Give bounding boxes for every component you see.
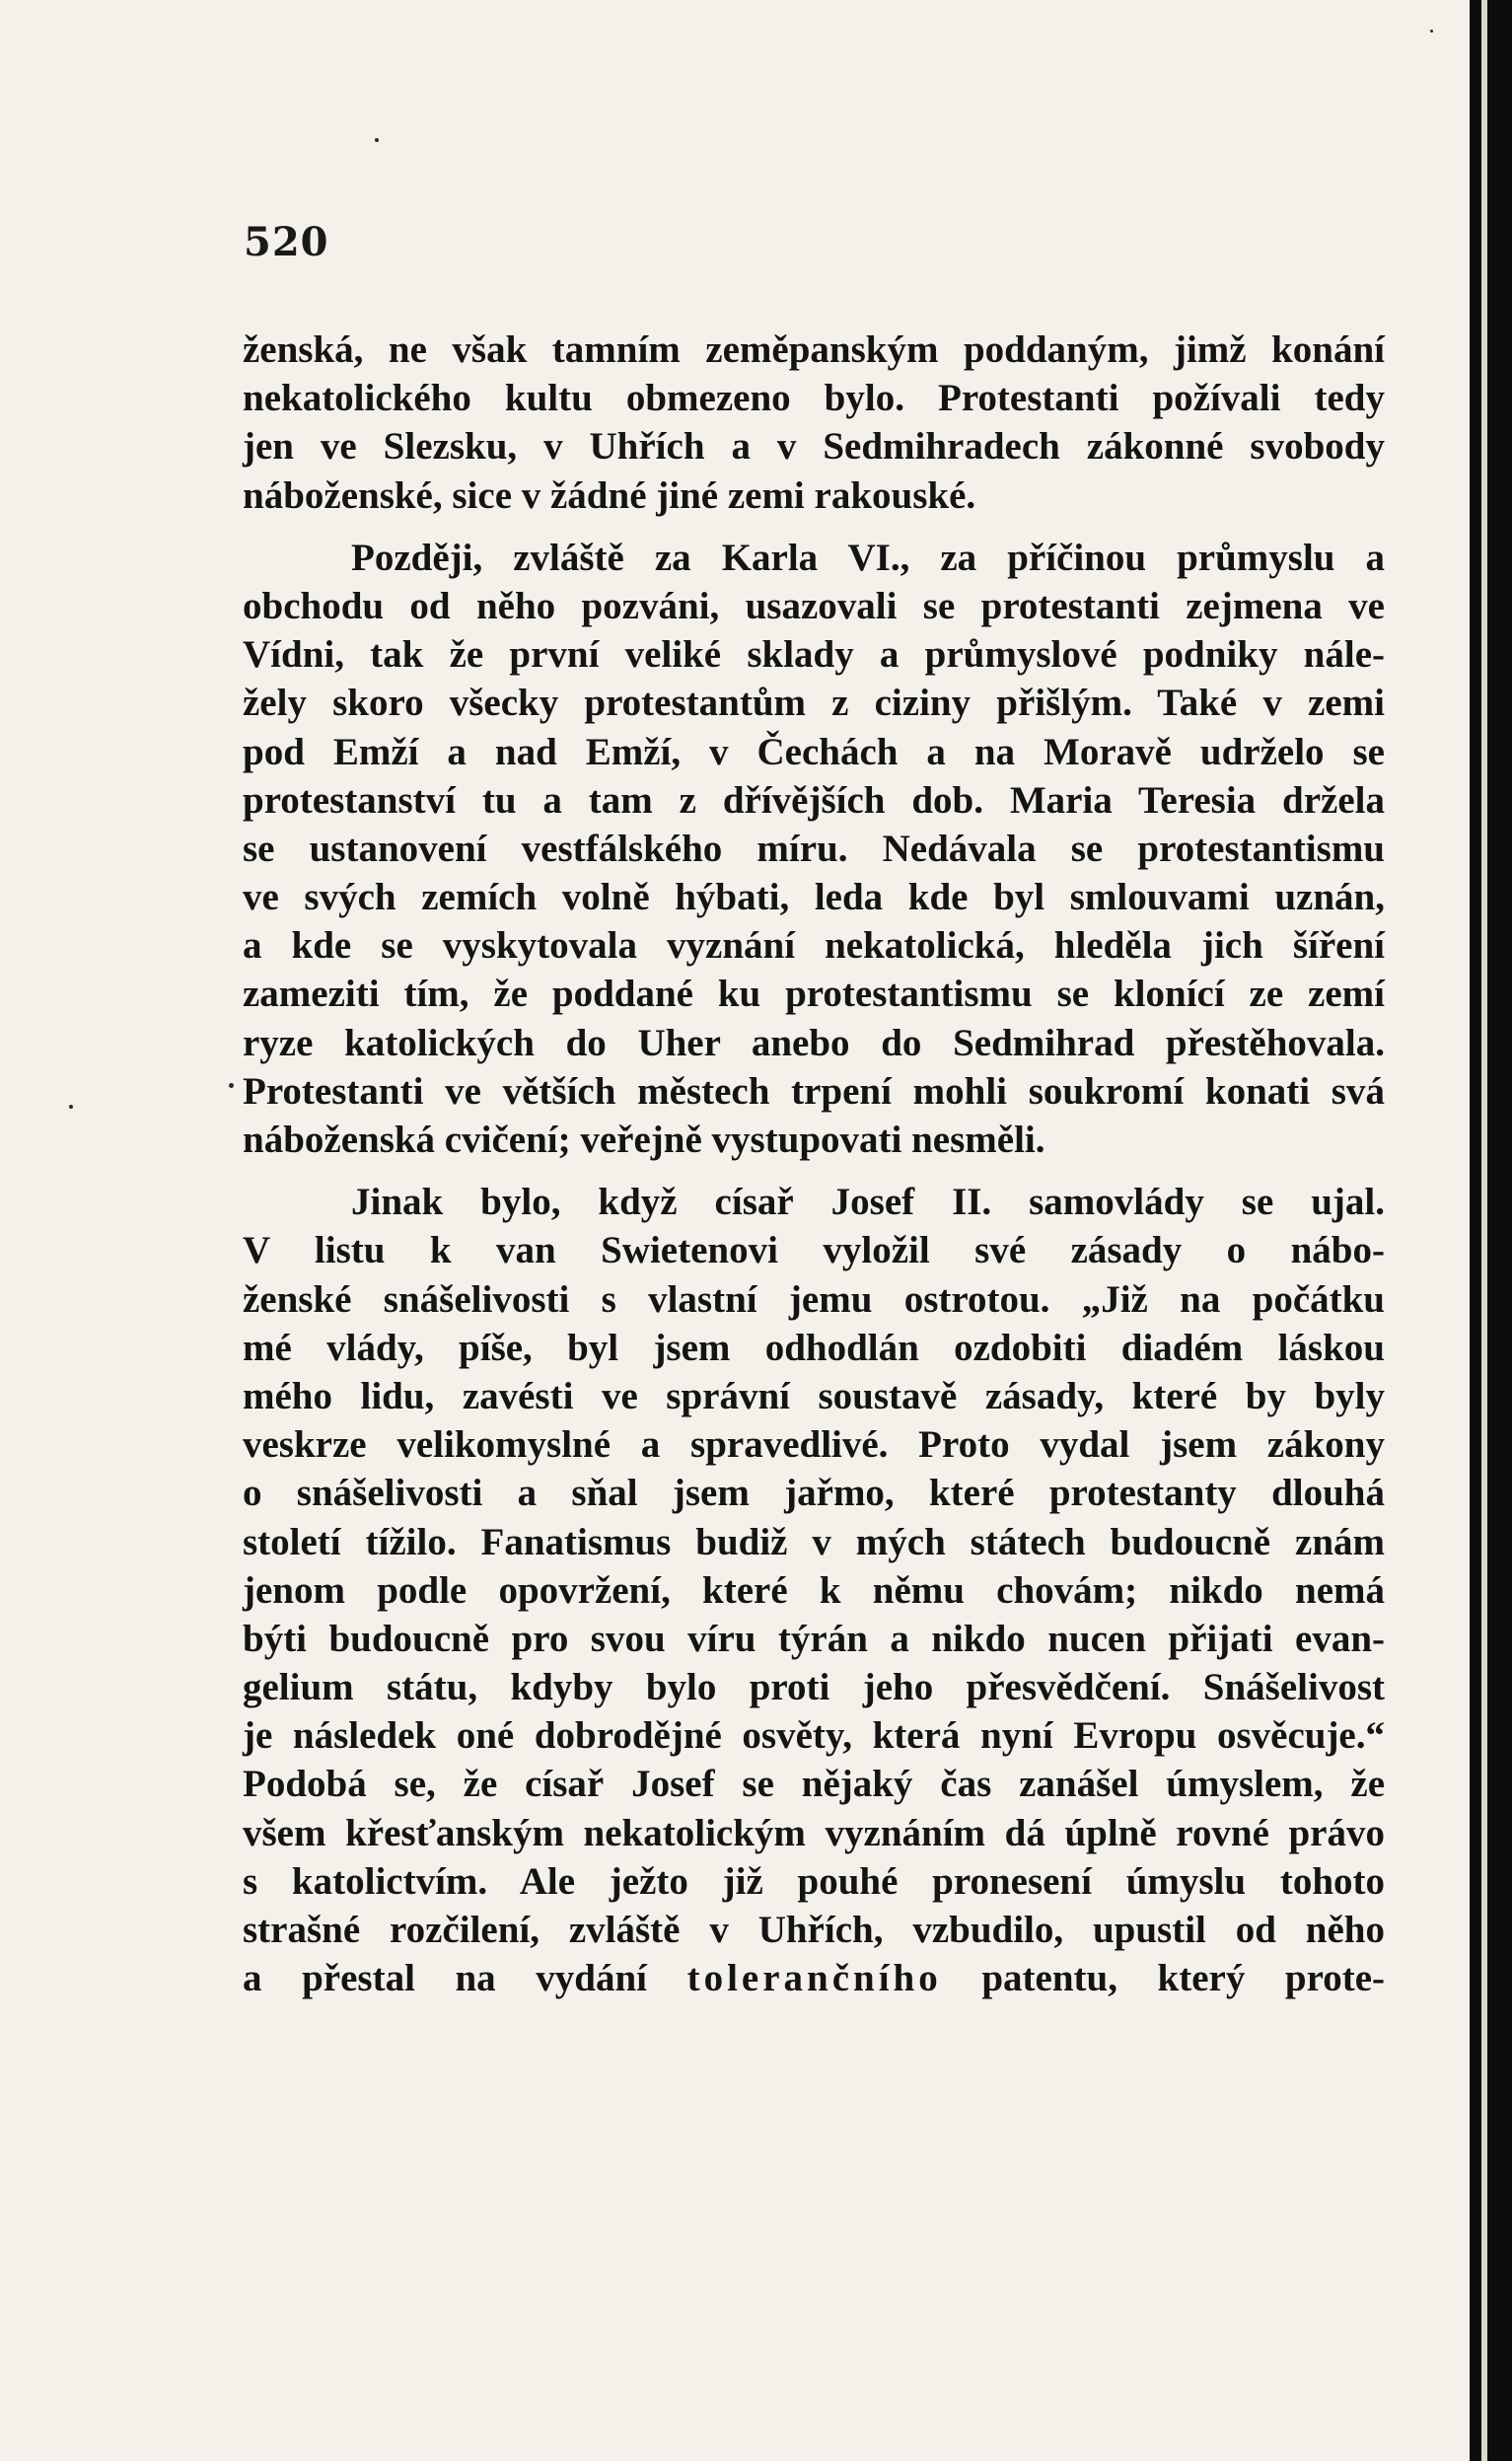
text-line: všem křesťanským nekatolickým vyznáním dá úplně rovné právo (243, 1811, 1385, 1854)
text-line: zameziti tím, že poddané ku protestantismu se klonící ze zemí (243, 973, 1385, 1016)
text-line: ženské snášelivosti s vlastní jemu ostrotou. „Již na počátku (243, 1277, 1385, 1321)
text-line: ve svých zemích volně hýbati, leda kde byl smlouvami uznán, (243, 876, 1385, 919)
text-line: nekatolického kultu obmezeno bylo. Protestanti požívali tedy (243, 377, 1385, 420)
text-line: o snášelivosti a sňal jsem jařmo, které protestanty dlouhá (243, 1472, 1385, 1515)
text-line: ryze katolických do Uher anebo do Sedmihrad přestěhovala. (243, 1021, 1385, 1064)
print-speck (229, 1083, 234, 1088)
text-line: jenom podle opovržení, které k němu chovám; nikdo nemá (243, 1568, 1385, 1612)
text-line: Protestanti ve větších městech trpení mohli soukromí konati svá (243, 1069, 1385, 1113)
page-number: 520 (244, 219, 329, 265)
text-line: gelium státu, kdyby bylo proti jeho přesvědčení. Snášelivost (243, 1666, 1385, 1709)
text-fragment: patentu, který prote- (941, 1957, 1385, 2000)
print-speck (69, 1105, 73, 1109)
text-line: pod Emží a nad Emží, v Čechách a na Moravě udrželo se (243, 730, 1385, 773)
page-edge (1481, 0, 1487, 2461)
text-line: století tížilo. Fanatismus budiž v mých státech budoucně znám (243, 1520, 1385, 1563)
print-speck (1430, 30, 1433, 33)
text-line: se ustanovení vestfálského míru. Nedávala se protestantismu (243, 827, 1385, 870)
spaced-emphasis: tolerančního (686, 1957, 942, 2000)
text-line-final (243, 1954, 1385, 2002)
text-line: veskrze velikomyslné a spravedlivé. Proto vydal jsem zákony (243, 1423, 1385, 1467)
text-line: jen ve Slezsku, v Uhřích a v Sedmihradech zákonné svobody (243, 425, 1385, 469)
scan-border (1470, 0, 1512, 2461)
text-line: náboženské, sice v žádné jiné zemi rakouské. (243, 473, 976, 517)
text-line: s katolictvím. Ale ježto již pouhé pronesení úmyslu tohoto (243, 1859, 1385, 1903)
text-line: žely skoro všecky protestantům z ciziny přišlým. Také v zemi (243, 682, 1385, 725)
text-line: Jinak bylo, když císař Josef II. samovlády se ujal. (351, 1181, 1385, 1224)
text-line: býti budoucně pro svou víru týrán a nikdo nucen přijati evan- (243, 1617, 1385, 1660)
text-line: strašné rozčilení, zvláště v Uhřích, vzbudilo, upustil od něho (243, 1909, 1385, 1951)
text-line: protestanství tu a tam z dřívějších dob. Maria Teresia držela (243, 778, 1385, 822)
text-line: Vídni, tak že první veliké sklady a průmyslové podniky nále- (243, 633, 1385, 677)
text-line: Podobá se, že císař Josef se nějaký čas zanášel úmyslem, že (243, 1763, 1385, 1806)
text-line: mé vlády, píše, byl jsem odhodlán ozdobiti diadém láskou (243, 1326, 1385, 1369)
text-line: a kde se vyskytovala vyznání nekatolická, hleděla jich šíření (243, 924, 1385, 968)
text-fragment: a přestal na vydání (243, 1957, 687, 2000)
text-line: náboženská cvičení; veřejně vystupovati nesměli. (243, 1119, 1045, 1161)
text-line: mého lidu, zavésti ve správní soustavě zásady, které by byly (243, 1374, 1385, 1417)
print-speck (375, 138, 379, 142)
text-line: ženská, ne však tamním zeměpanským poddaným, jimž konání (243, 328, 1385, 371)
text-line: V listu k van Swietenovi vyložil své zásady o nábo- (243, 1229, 1385, 1272)
text-line: obchodu od něho pozváni, usazovali se protestanti zejmena ve (243, 584, 1385, 627)
body-text (243, 326, 1385, 2002)
text-line: Později, zvláště za Karla VI., za příčinou průmyslu a (351, 536, 1385, 579)
text-line: je následek oné dobrodějné osvěty, která nyní Evropu osvěcuje.“ (243, 1714, 1385, 1758)
